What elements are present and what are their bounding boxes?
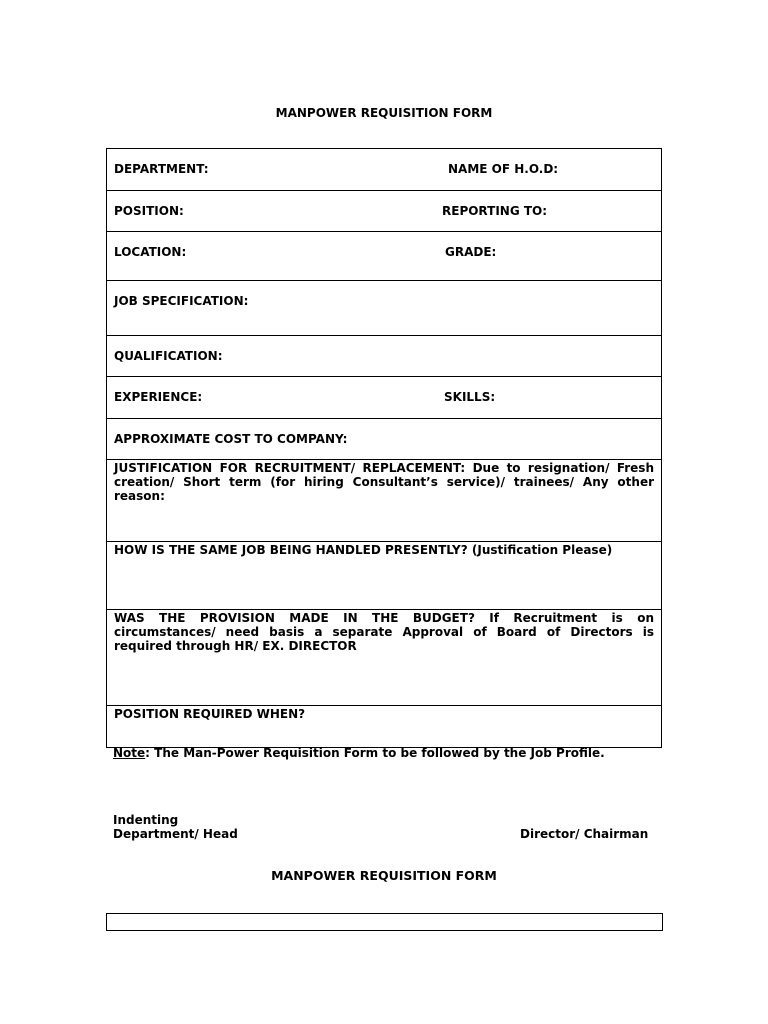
- second-form-title: MANPOWER REQUISITION FORM: [271, 868, 497, 883]
- justification-row[interactable]: [107, 460, 662, 542]
- budget-provision-label: WAS THE PROVISION MADE IN THE BUDGET? If Recruitment is on circumstances/ need basis a separate Approval of Board of Directors is required through HR/ EX. DIRECTOR: [114, 611, 654, 653]
- table-row: [107, 377, 662, 419]
- experience-skills-row[interactable]: [107, 377, 662, 419]
- requisition-table: [106, 148, 662, 748]
- approx-cost-row[interactable]: [107, 419, 662, 460]
- grade-label: GRADE:: [445, 245, 497, 259]
- location-label: LOCATION:: [114, 245, 187, 259]
- approx-cost-label: APPROXIMATE COST TO COMPANY:: [114, 432, 348, 446]
- note-label: Note: [113, 746, 146, 760]
- location-grade-row[interactable]: [107, 232, 662, 281]
- hod-label: NAME OF H.O.D:: [448, 162, 559, 176]
- skills-label: SKILLS:: [444, 390, 496, 404]
- table-row: [107, 460, 662, 542]
- table-row: [107, 336, 662, 377]
- budget-provision-row[interactable]: [107, 610, 662, 706]
- table-row: [107, 149, 662, 191]
- second-form-box[interactable]: [106, 913, 663, 931]
- justification-label: JUSTIFICATION FOR RECRUITMENT/ REPLACEMENT: Due to resignation/ Fresh creation/ Short term (for hiring Consultant’s service)/ trainees/ Any other reason:: [114, 461, 654, 503]
- table-row: [107, 542, 662, 610]
- department-label: DEPARTMENT:: [114, 162, 209, 176]
- note: [113, 746, 605, 760]
- position-required-row[interactable]: [107, 706, 662, 748]
- indenting-label: Indenting: [113, 813, 179, 827]
- form-title: MANPOWER REQUISITION FORM: [275, 106, 493, 120]
- current-handling-label: HOW IS THE SAME JOB BEING HANDLED PRESENTLY? (Justification Please): [114, 543, 613, 557]
- department-head-label: Department/ Head: [113, 827, 238, 841]
- experience-label: EXPERIENCE:: [114, 390, 203, 404]
- table-row: [107, 232, 662, 281]
- job-specification-label: JOB SPECIFICATION:: [114, 294, 249, 308]
- note-text: : The Man-Power Requisition Form to be followed by the Job Profile.: [145, 746, 605, 760]
- table-row: [107, 706, 662, 748]
- current-handling-row[interactable]: [107, 542, 662, 610]
- reporting-to-label: REPORTING TO:: [442, 204, 548, 218]
- qualification-row[interactable]: [107, 336, 662, 377]
- director-signature: Director/ Chairman: [520, 827, 649, 841]
- table-row: [107, 419, 662, 460]
- table-row: [107, 610, 662, 706]
- job-specification-row[interactable]: [107, 281, 662, 336]
- table-row: [107, 191, 662, 232]
- position-label: POSITION:: [114, 204, 184, 218]
- position-required-label: POSITION REQUIRED WHEN?: [114, 707, 306, 721]
- qualification-label: QUALIFICATION:: [114, 349, 223, 363]
- table-row: [107, 281, 662, 336]
- department-hod-row[interactable]: [107, 149, 662, 191]
- indenting-signature: [113, 813, 238, 841]
- position-reporting-row[interactable]: [107, 191, 662, 232]
